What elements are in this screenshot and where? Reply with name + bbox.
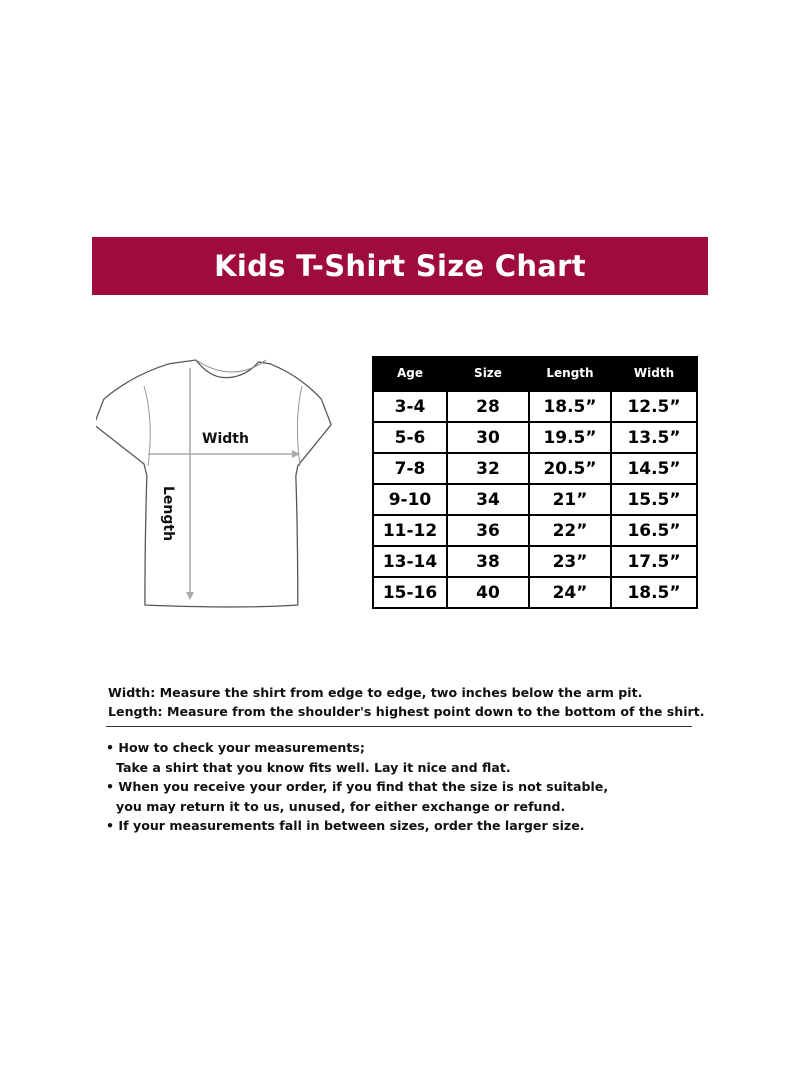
table-row <box>373 515 697 546</box>
table-row <box>373 391 697 422</box>
cell-size: 40 <box>447 577 529 608</box>
instructions-list <box>106 738 696 836</box>
section-divider <box>106 726 692 727</box>
header-width: Width <box>611 356 697 391</box>
tshirt-diagram <box>96 358 336 614</box>
table-row <box>373 546 697 577</box>
cell-size: 36 <box>447 515 529 546</box>
cell-size: 30 <box>447 422 529 453</box>
table-header-row <box>373 356 697 391</box>
cell-width: 17.5” <box>611 546 697 577</box>
page-title: Kids T-Shirt Size Chart <box>214 249 586 283</box>
header-size: Size <box>447 356 529 391</box>
table-row <box>373 453 697 484</box>
cell-age: 7-8 <box>373 453 447 484</box>
cell-age: 9-10 <box>373 484 447 515</box>
note-item: you may return it to us, unused, for either exchange or refund. <box>116 798 566 814</box>
cell-width: 15.5” <box>611 484 697 515</box>
cell-width: 18.5” <box>611 577 697 608</box>
header-length: Length <box>529 356 611 391</box>
cell-size: 34 <box>447 484 529 515</box>
table-row <box>373 422 697 453</box>
table-row <box>373 484 697 515</box>
cell-length: 18.5” <box>529 391 611 422</box>
cell-age: 3-4 <box>373 391 447 422</box>
note-item: • How to check your measurements; <box>106 740 365 755</box>
measurement-definitions <box>108 683 705 721</box>
note-item: • When you receive your order, if you find that the size is not suitable, <box>106 779 609 794</box>
cell-size: 32 <box>447 453 529 484</box>
cell-width: 12.5” <box>611 391 697 422</box>
cell-age: 13-14 <box>373 546 447 577</box>
cell-size: 38 <box>447 546 529 577</box>
cell-width: 14.5” <box>611 453 697 484</box>
cell-length: 22” <box>529 515 611 546</box>
title-banner <box>92 237 708 295</box>
length-label: Length <box>160 486 176 542</box>
size-table <box>372 356 698 609</box>
cell-age: 15-16 <box>373 577 447 608</box>
cell-length: 24” <box>529 577 611 608</box>
cell-width: 13.5” <box>611 422 697 453</box>
cell-length: 19.5” <box>529 422 611 453</box>
width-label: Width <box>202 431 249 447</box>
cell-length: 21” <box>529 484 611 515</box>
tshirt-illustration <box>96 358 336 614</box>
note-item: Take a shirt that you know fits well. Lay it nice and flat. <box>116 759 511 775</box>
cell-length: 23” <box>529 546 611 577</box>
cell-width: 16.5” <box>611 515 697 546</box>
length-definition: Length: Measure from the shoulder's highest point down to the bottom of the shirt. <box>108 704 705 719</box>
width-definition: Width: Measure the shirt from edge to edge, two inches below the arm pit. <box>108 685 643 700</box>
table-row <box>373 577 697 608</box>
cell-length: 20.5” <box>529 453 611 484</box>
header-age: Age <box>373 356 447 391</box>
tshirt-outline <box>96 360 331 607</box>
note-item: • If your measurements fall in between sizes, order the larger size. <box>106 818 585 833</box>
cell-age: 11-12 <box>373 515 447 546</box>
cell-age: 5-6 <box>373 422 447 453</box>
cell-size: 28 <box>447 391 529 422</box>
